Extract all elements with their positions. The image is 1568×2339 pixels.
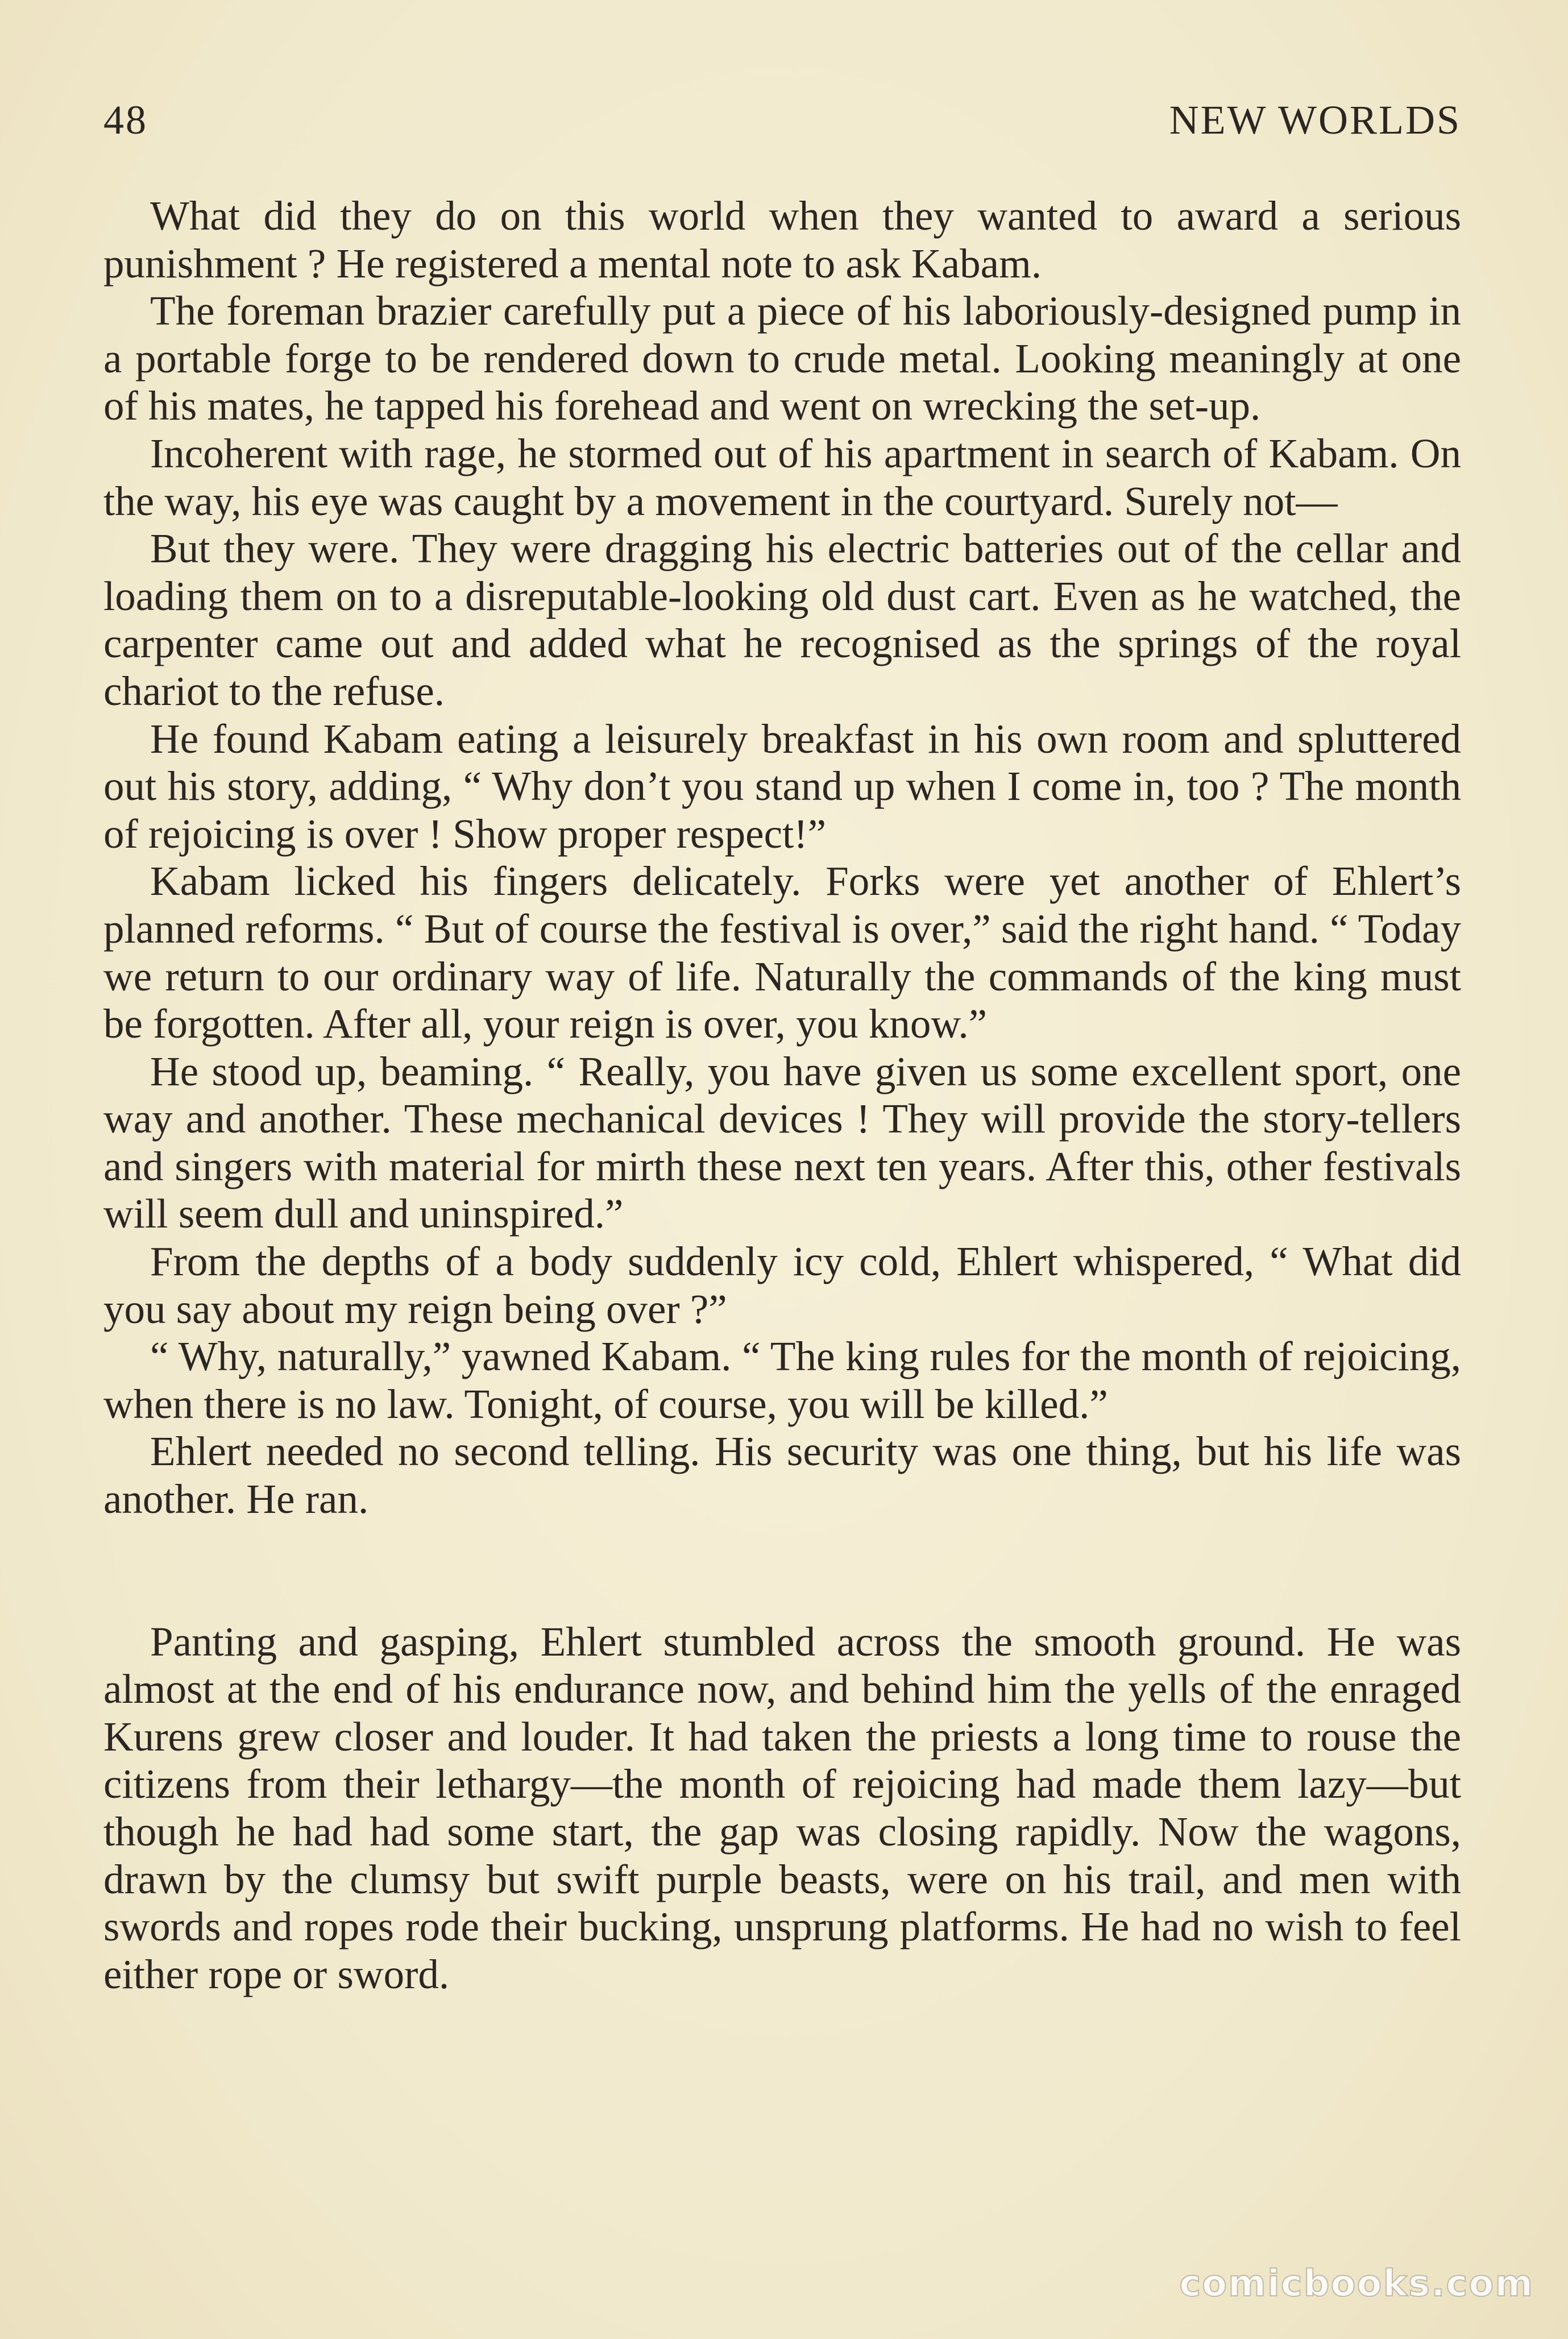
paragraph: Kabam licked his fingers delicately. Forks were yet another of Ehlert’s planned reforms. “ But of course the festival is over,” said the right hand. “ Today we return to our ordinary way of life. Naturally the commands of the king must be forgotten. After all, your reign is over, you know.” [103, 858, 1461, 1047]
paragraph: Ehlert needed no second telling. His security was one thing, but his life was another. He ran. [103, 1428, 1461, 1523]
page-number: 48 [103, 97, 148, 143]
body-text [103, 192, 1461, 1998]
paragraph: The foreman brazier carefully put a piece of his laboriously-designed pump in a portable forge to be rendered down to crude metal. Looking meaningly at one of his mates, he tapped his forehead and went on wrecking the set-up. [103, 288, 1461, 429]
paragraph: “ Why, naturally,” yawned Kabam. “ The king rules for the month of rejoicing, when there is no law. Tonight, of course, you will be killed.” [103, 1333, 1461, 1427]
paragraph: From the depths of a body suddenly icy cold, Ehlert whispered, “ What did you say about my reign being over ?” [103, 1238, 1461, 1332]
paragraph: He stood up, beaming. “ Really, you have given us some excellent sport, one way and another. These mechanical devices ! They will provide the story-tellers and singers with material for mirth these next ten years. After this, other festivals will seem dull and uninspired.” [103, 1048, 1461, 1237]
section-break [103, 1523, 1461, 1618]
watermark-logo: comicbooks.com [1179, 2263, 1534, 2305]
paragraph: What did they do on this world when they wanted to award a serious punishment ? He registered a mental note to ask Kabam. [103, 193, 1461, 287]
paragraph: But they were. They were dragging his electric batteries out of the cellar and loading them on to a disreputable-looking old dust cart. Even as he watched, the carpenter came out and added what he recognised as the springs of the royal chariot to the refuse. [103, 525, 1461, 714]
paragraph: Incoherent with rage, he stormed out of his apartment in search of Kabam. On the way, his eye was caught by a movement in the courtyard. Surely not— [103, 430, 1461, 524]
paragraph: Panting and gasping, Ehlert stumbled across the smooth ground. He was almost at the end of his endurance now, and behind him the yells of the enraged Kurens grew closer and louder. It had taken the priests a long time to rouse the citizens from their lethargy—the month of rejoicing had made them lazy—but though he had had some start, the gap was closing rapidly. Now the wagons, drawn by the clumsy but swift purple beasts, were on his trail, and men with swords and ropes rode their bucking, unsprung platforms. He had no wish to feel either rope or sword. [103, 1618, 1461, 1997]
page-header [103, 97, 1461, 154]
running-head: NEW WORLDS [1169, 97, 1461, 143]
paragraph: He found Kabam eating a leisurely breakfast in his own room and spluttered out his story, adding, “ Why don’t you stand up when I come in, too ? The month of rejoicing is over ! Show proper respect!” [103, 715, 1461, 857]
